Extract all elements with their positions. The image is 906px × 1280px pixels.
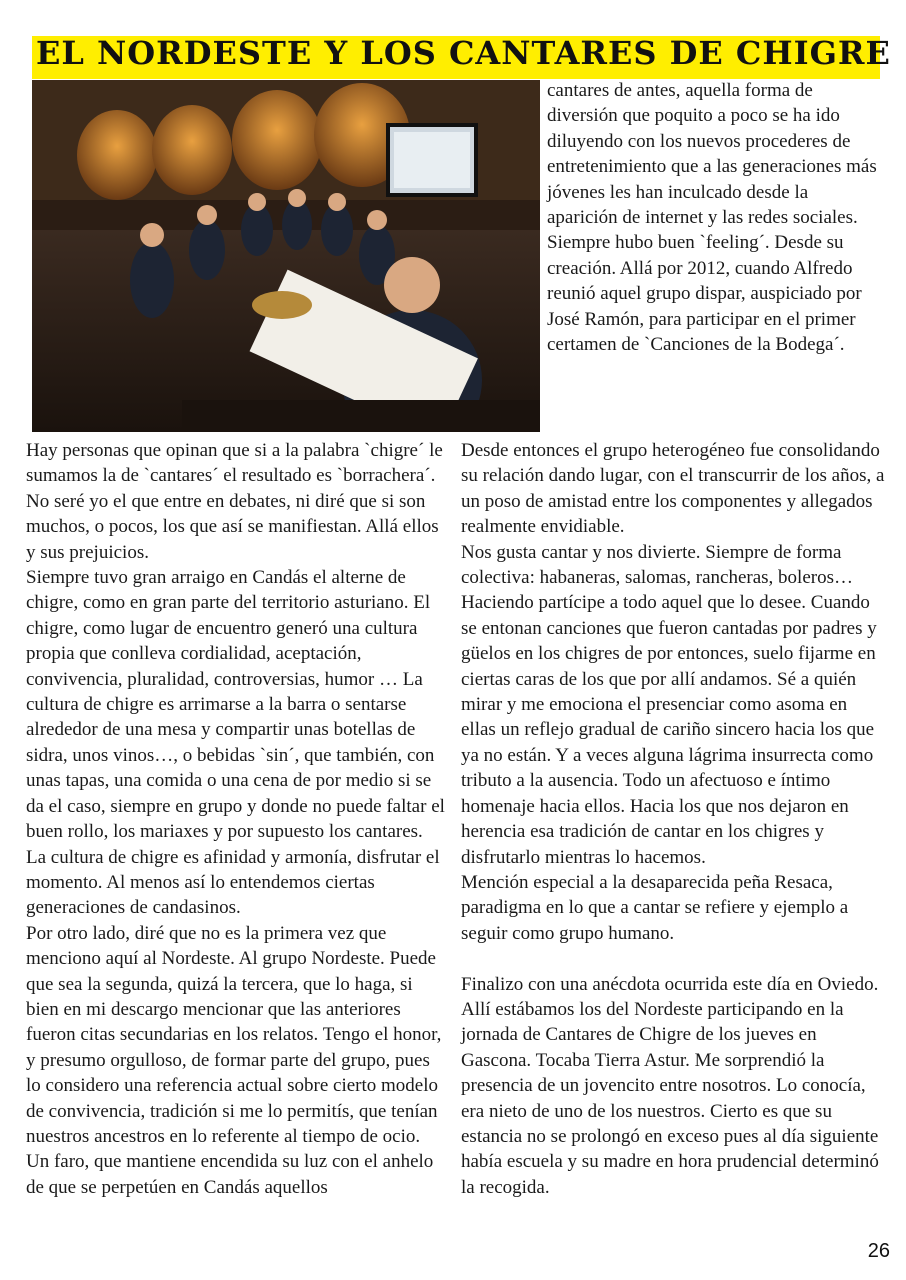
left-column: [26, 438, 446, 1200]
paragraph: Siempre hubo buen `feeling´. Desde su creación. Allá por 2012, cuando Alfredo reunió aquel grupo dispar, auspiciado por José Ramón, para participar en el primer certamen de `Canciones de la Bodega´.: [547, 232, 862, 356]
page-number: 26: [867, 1240, 890, 1262]
paragraph: Mención especial a la desaparecida peña Resaca, paradigma en lo que a cantar se refiere y ejemplo a seguir como grupo humano.: [461, 871, 849, 944]
paragraph: Nos gusta cantar y nos divierte. Siempre de forma colectiva: habaneras, salomas, rancheras, boleros… Haciendo partícipe a todo aquel que lo desee. Cuando se entonan canciones que fueron cantadas por padres y güelos en los chigres de por entonces, suelo fijarme en ciertas caras de los que por allí andamos. Sé a quién mirar y me emociona el presenciar como asoma en ellas un reflejo gradual de cariño sincero hacia los que ya no están. Y a veces alguna lágrima insurrecta como tributo a la ausencia. Todo un afectuoso e íntimo homenaje hacia ellos. Hacia los que nos dejaron en herencia esa tradición de cantar en los chigres y disfrutarlo mientras lo hacemos.: [461, 541, 877, 868]
spacer: [461, 946, 886, 971]
paragraph: Siempre tuvo gran arraigo en Candás el alterne de chigre, como en gran parte del territorio asturiano. El chigre, como lugar de encuentro generó una cultura propia que conlleva cordialidad, aceptación, convivencia, pluralidad, controversias, humor … La cultura de chigre es arrimarse a la barra o sentarse alrededor de una mesa y compartir unas botellas de sidra, unos vinos…, o bebidas `sin´, que también, con unas tapas, una comida o una cena de por medio si se da el caso, siempre en grupo y donde no puede faltar el buen rollo, los mariaxes y por supuesto los cantares. La cultura de chigre es afinidad y armonía, disfrutar el momento. Al menos así lo entendemos ciertas generaciones de candasinos.: [26, 567, 445, 919]
paragraph: Desde entonces el grupo heterogéneo fue consolidando su relación dando lugar, con el transcurrir de los años, a un poso de amistad entre los componentes y allegados realmente envidiable.: [461, 440, 885, 538]
top-right-column: [547, 78, 882, 357]
choir-photo: [32, 80, 540, 432]
article-title: EL NORDESTE Y LOS CANTARES DE CHIGRE: [36, 34, 891, 72]
choir-photo-illustration: [32, 80, 540, 432]
paragraph: Por otro lado, diré que no es la primera vez que menciono aquí al Nordeste. Al grupo Nordeste. Puede que sea la segunda, quizá la tercera, que lo haga, si bien en mi descargo mencionar que las anteriores fueron citas secundarias en los relatos. Tengo el honor, y presumo orgulloso, de formar parte del grupo, pues lo considero una referencia actual sobre cierto modelo de convivencia, tradición si me lo permitís, que tenían nuestros ancestros en lo referente al tiempo de ocio. Un faro, que mantiene encendida su luz con el anhelo de que se perpetúen en Candás aquellos: [26, 922, 442, 1198]
paragraph: Finalizo con una anécdota ocurrida este día en Oviedo. Allí estábamos los del Nordeste participando en la jornada de Cantares de Chigre de los jueves en Gascona. Tocaba Tierra Astur. Me sorprendió la presencia de un jovencito entre nosotros. Lo conocía, era nieto de uno de los nuestros. Cierto es que su estancia no se prolongó en exceso pues al día siguiente había escuela y su madre en hora prudencial determinó la recogida.: [461, 973, 879, 1198]
paragraph: cantares de antes, aquella forma de diversión que poquito a poco se ha ido diluyendo con los nuevos procederes de entretenimiento que a las generaciones más jóvenes les han inculcado desde la aparición de internet y las redes sociales.: [547, 80, 877, 229]
right-column: [461, 438, 886, 1200]
paragraph: Hay personas que opinan que si a la palabra `chigre´ le sumamos la de `cantares´ el resultado es `borrachera´. No seré yo el que entre en debates, ni diré que si son muchos, o pocos, los que así se manifiestan. Allá ellos y sus prejuicios.: [26, 440, 443, 563]
